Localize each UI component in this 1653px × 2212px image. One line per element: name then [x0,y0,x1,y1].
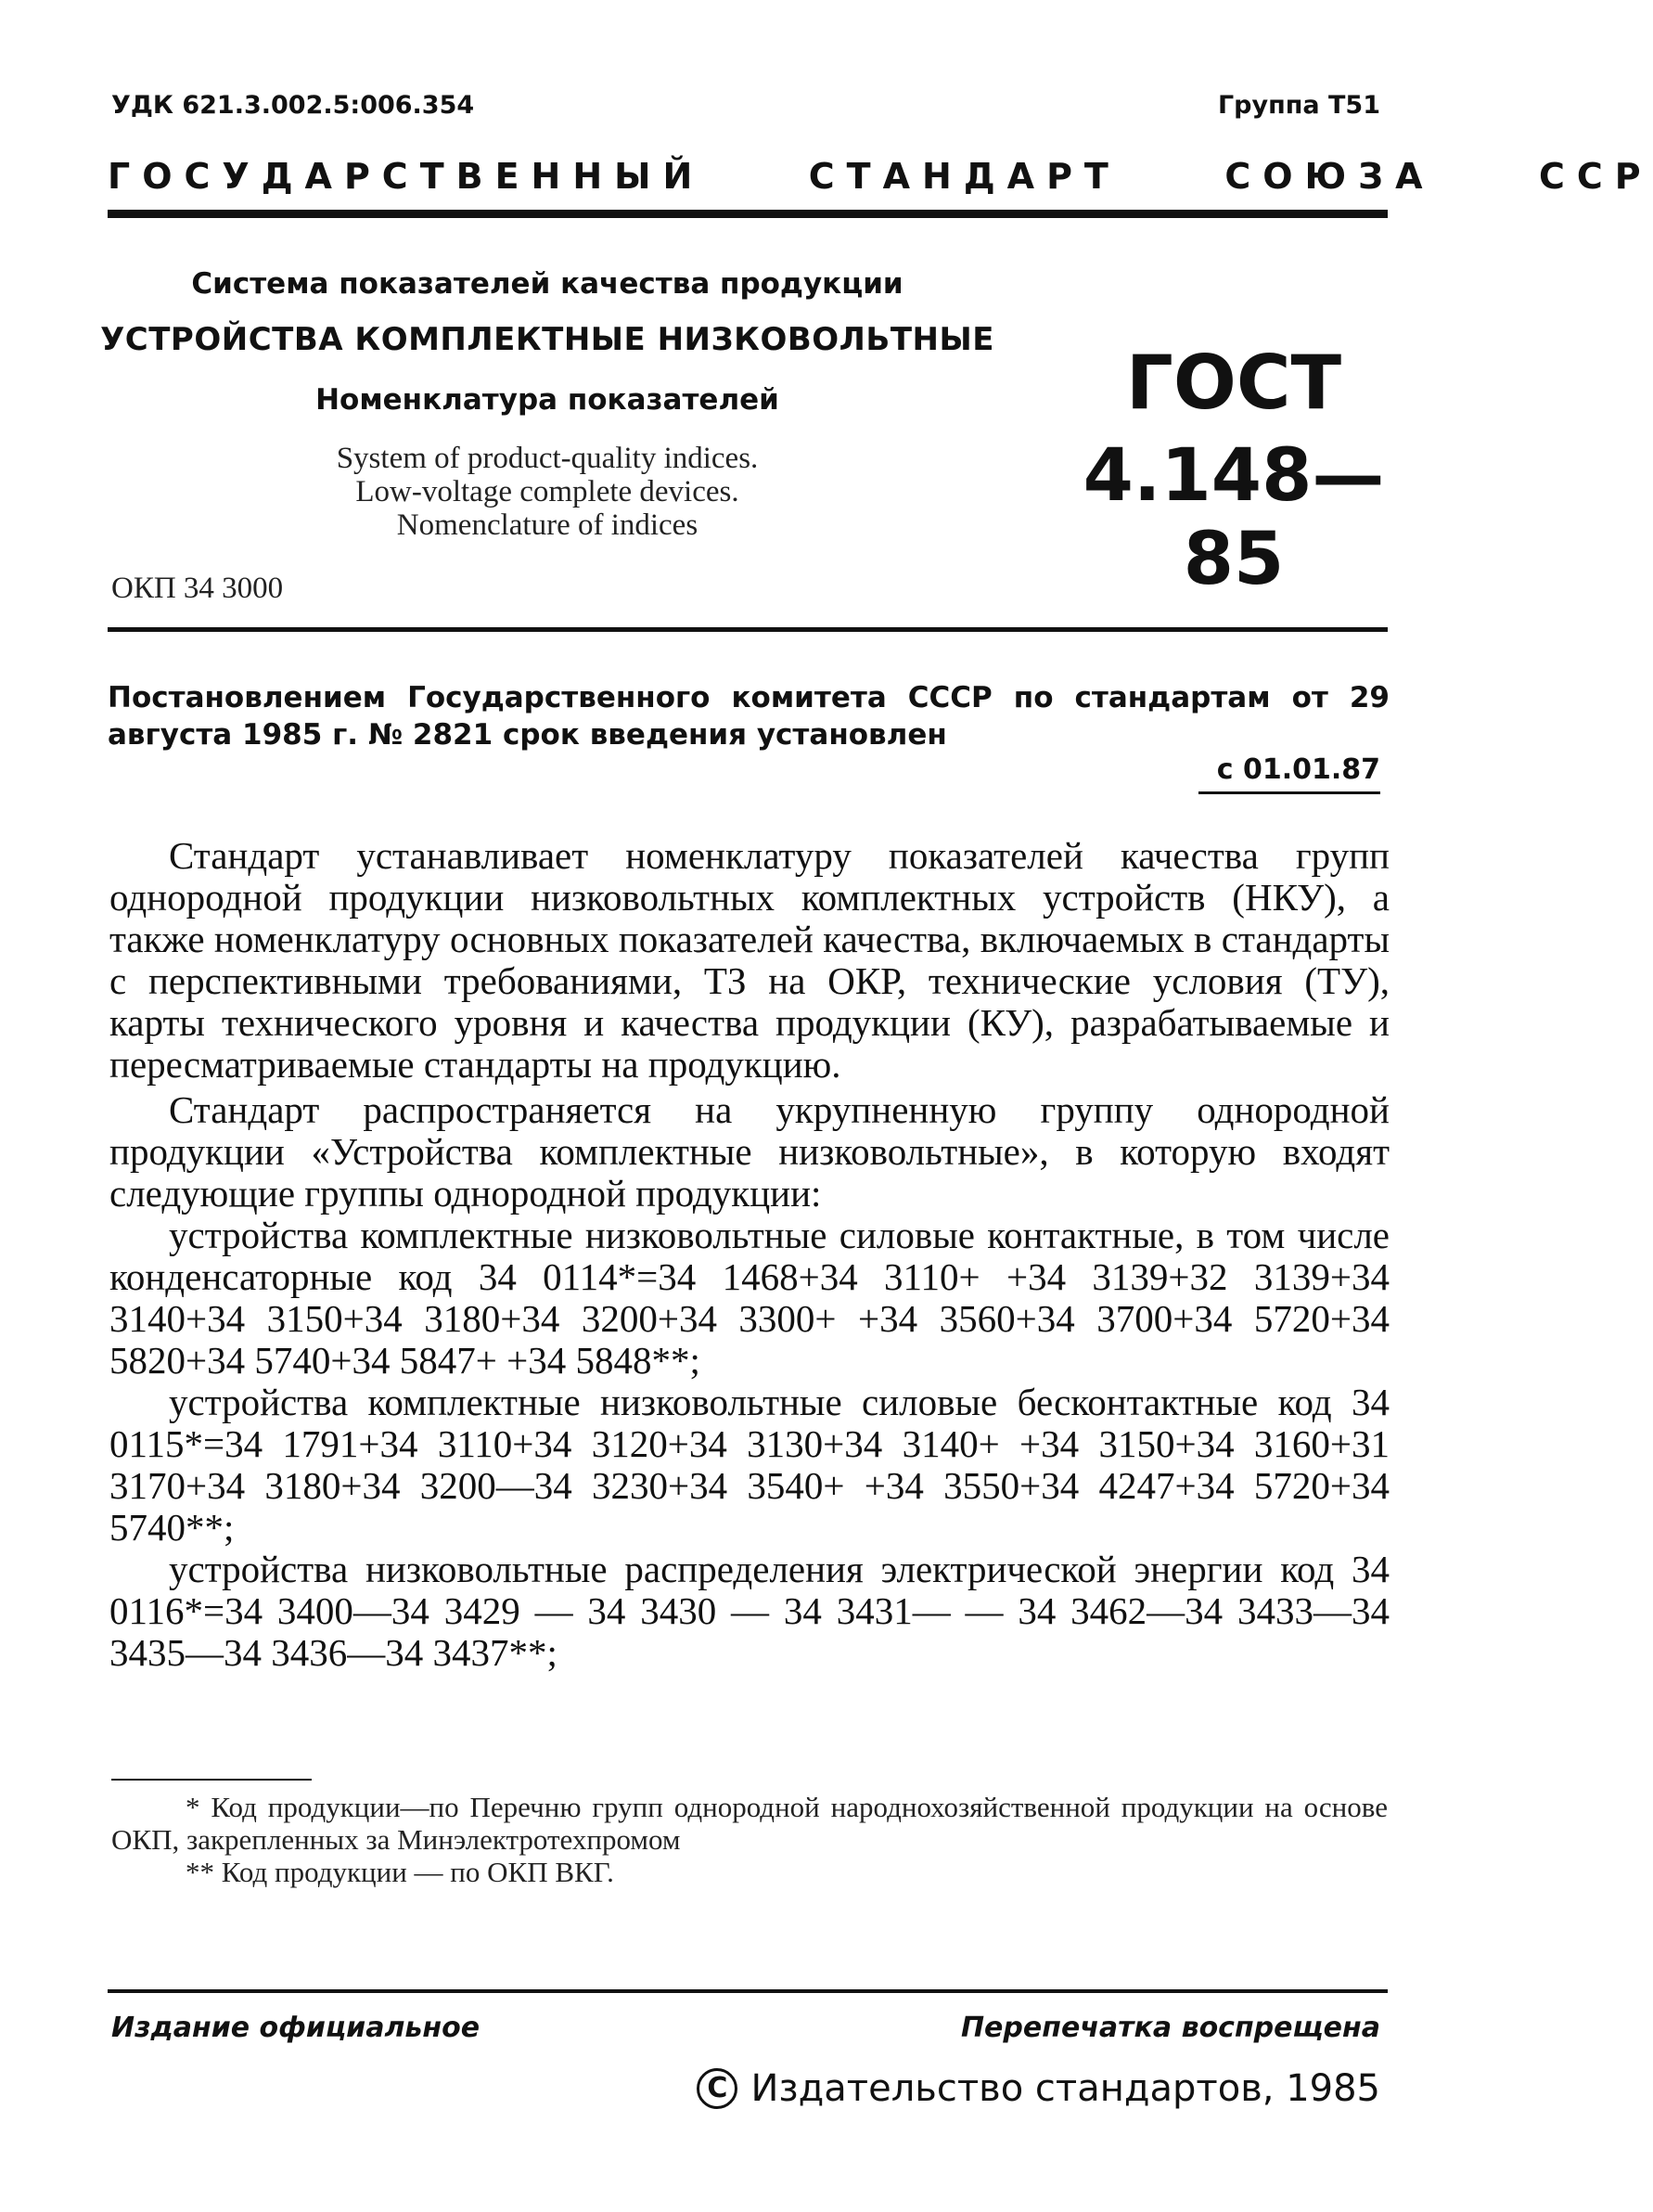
okp-code: ОКП 34 3000 [111,572,284,605]
header-divider [108,210,1388,218]
standard-word-ssr: ССР [1538,156,1653,197]
paragraph: устройства низковольтные распределения электрической энергии код 34 0116*=34 3400—34 3429 — 34 3430 — 34 3431— — 34 3462—34 3433—34 3435—34 3436—34 3437**; [109,1548,1390,1674]
system-title: Система показателей качества продукции [191,267,903,301]
footnote-divider [111,1779,312,1781]
footnotes [111,1791,1388,1888]
edition-label: Издание официальное [111,2012,481,2044]
paragraph: устройства комплектные низковольтные силовые бесконтактные код 34 0115*=34 1791+34 3110+34 3120+34 3130+34 3140+ +34 3150+34 3160+31 3170+34 3180+34 3200—34 3230+34 3540+ +34 3550+34 4247+34 5720+34 5740**; [109,1381,1390,1549]
copyright-icon: C [697,2068,737,2109]
standard-word-state: ГОСУДАРСТВЕННЫЙ [108,156,705,197]
english-title-line: System of product-quality indices. [336,442,759,475]
english-title-line: Low-voltage complete devices. [355,475,739,508]
reprint-notice: Перепечатка воспрещена [960,2012,1380,2044]
paragraph: устройства комплектные низковольтные силовые контактные, в том числе конденсаторные код 34 0114*=34 1468+34 3110+ +34 3139+32 3139+34 3140+34 3150+34 3180+34 3200+34 3300+ +34 3560+34 3700+34 5720+34 5820+34 5740+34 5847+ +34 5848**; [109,1214,1390,1382]
gost-label: ГОСТ [1125,340,1342,426]
decree-text: Постановлением Государственного комитета СССР по стандартам от 29 августа 1985 г. № 2821 срок введения установлен [108,681,1390,752]
standard-word-union: СОЮЗА [1224,156,1435,197]
standard-word-standard: СТАНДАРТ [808,156,1121,197]
body-text [109,835,1390,1674]
copyright-line [697,2067,1380,2110]
document-subtitle: Номенклатура показателей [315,383,779,417]
title-divider [108,627,1388,632]
english-title-line: Nomenclature of indices [396,508,698,542]
standard-header [108,156,1653,197]
document-title: УСТРОЙСТВА КОМПЛЕКТНЫЕ НИЗКОВОЛЬТНЫЕ [100,321,994,358]
footnote: ** Код продукции — по ОКП ВКГ. [186,1856,614,1888]
effective-date: с 01.01.87 [1198,753,1380,794]
paragraph: Стандарт распространяется на укрупненную группу однородной продукции «Устройства комплектные низковольтные», в которую входят следующие группы однородной продукции: [109,1088,1390,1215]
paragraph: Стандарт устанавливает номенклатуру показателей качества групп однородной продукции низковольтных комплектных устройств (НКУ), а также номенклатуру основных показателей качества, включаемых в стандарты с перспективными требованиями, ТЗ на ОКР, технические условия (ТУ), карты технического уровня и качества продукции (КУ), разрабатываемые и пересматриваемые стандарты на продукцию. [109,834,1390,1086]
gost-number: 4.148—85 [1083,434,1385,601]
publisher-name: Издательство стандартов, 1985 [750,2067,1380,2110]
udk-code: УДК 621.3.002.5:006.354 [111,91,475,120]
group-code: Группа Т51 [1217,91,1380,120]
footer-divider [108,1989,1388,1993]
english-title [0,442,1095,542]
footnote: * Код продукции—по Перечню групп однородной народнохозяйственной продукции на основе ОКП, закрепленных за Минэлектротехпромом [111,1791,1388,1856]
